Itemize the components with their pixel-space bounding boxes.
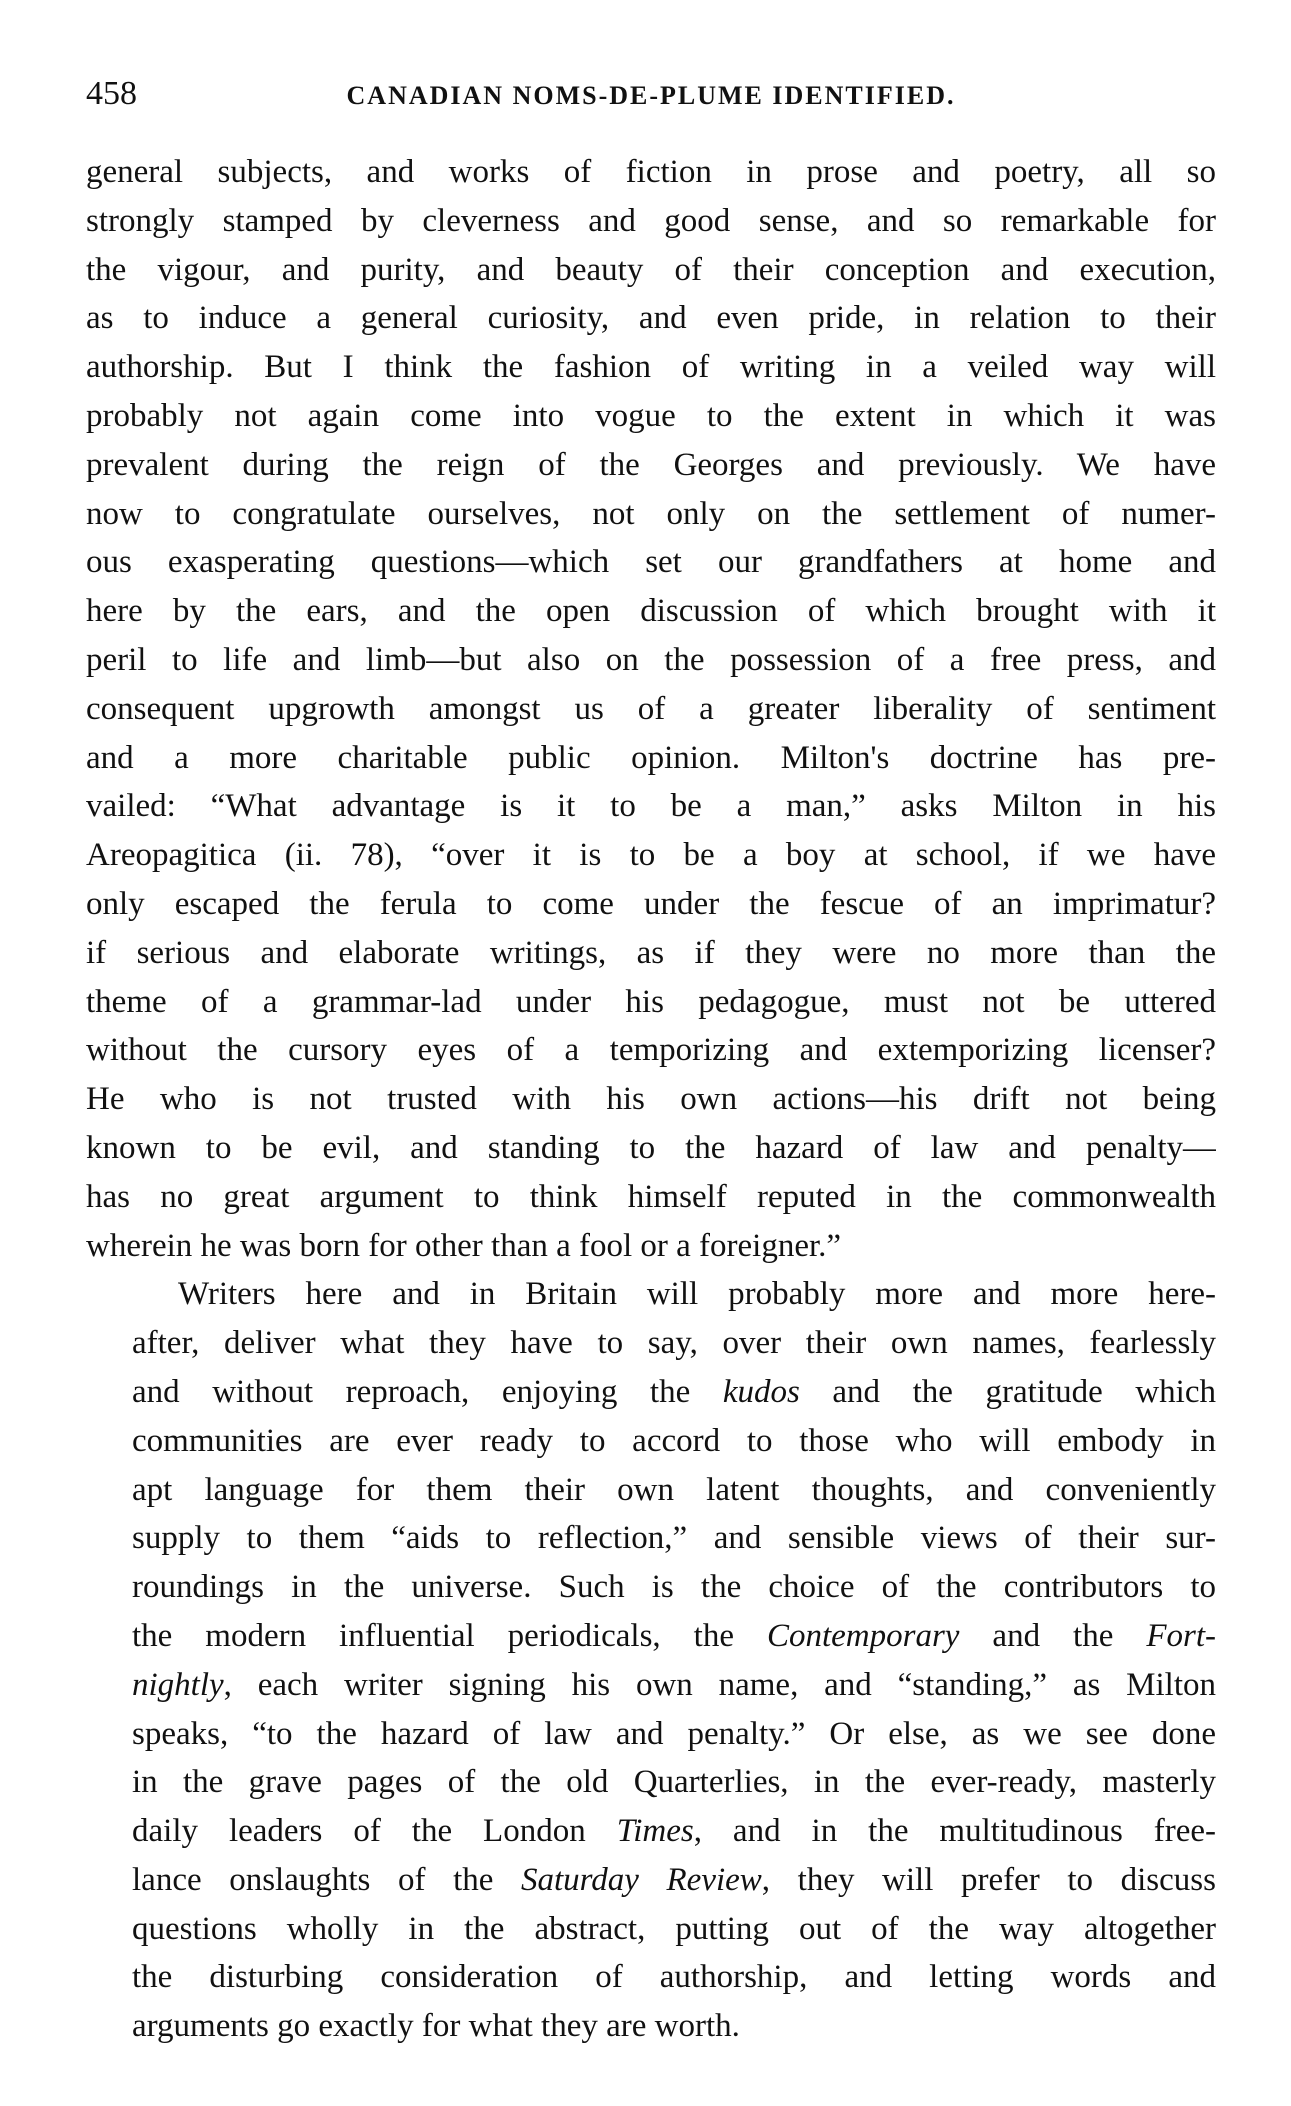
- text-line: speaks, “to the hazard of law and penalty.” Or else, as we see done: [132, 1715, 1216, 1752]
- italic-title: Saturday Review: [520, 1861, 762, 1898]
- text-line: here by the ears, and the open discussion of which brought with it: [86, 593, 1216, 630]
- text-line: in the grave pages of the old Quarterlies, in the ever-ready, masterly: [132, 1764, 1216, 1801]
- text-line: the disturbing consideration of authorship, and letting words and: [132, 1959, 1216, 1996]
- body-text: [86, 148, 1216, 2051]
- text-line: if serious and elaborate writings, as if they were no more than the: [86, 934, 1216, 971]
- text-line: arguments go exactly for what they are worth.: [132, 2008, 740, 2045]
- page-number: 458: [86, 75, 137, 112]
- text-line: roundings in the universe. Such is the choice of the contributors to: [132, 1569, 1216, 1606]
- paragraph: [86, 1270, 1216, 2051]
- text-line: as to induce a general curiosity, and even pride, in relation to their: [86, 300, 1216, 337]
- text-line: known to be evil, and standing to the hazard of law and penalty—: [86, 1129, 1216, 1166]
- text-line: without the cursory eyes of a temporizing and extemporizing licenser?: [86, 1032, 1216, 1069]
- text-line: wherein he was born for other than a fool or a foreigner.”: [86, 1227, 842, 1264]
- text-line: Writers here and in Britain will probably more and more here-: [178, 1276, 1216, 1313]
- text-line: and a more charitable public opinion. Milton's doctrine has pre-: [86, 739, 1216, 776]
- text-line: and without reproach, enjoying the kudos and the gratitude which: [132, 1373, 1216, 1410]
- italic-title: Times: [616, 1813, 694, 1850]
- text-line: peril to life and limb—but also on the possession of a free press, and: [86, 641, 1216, 678]
- text-line: ous exasperating questions—which set our grandfathers at home and: [86, 544, 1216, 581]
- text-line: supply to them “aids to reflection,” and sensible views of their sur-: [132, 1520, 1216, 1557]
- text-line: Areopagitica (ii. 78), “over it is to be a boy at school, if we have: [86, 837, 1216, 874]
- text-line: nightly, each writer signing his own name, and “standing,” as Milton: [132, 1666, 1216, 1703]
- text-line: general subjects, and works of fiction in prose and poetry, all so: [86, 154, 1216, 190]
- text-line: apt language for them their own latent thoughts, and conveniently: [132, 1471, 1216, 1508]
- text-line: communities are ever ready to accord to those who will embody in: [132, 1422, 1216, 1459]
- text-line: He who is not trusted with his own actions—his drift not being: [86, 1081, 1216, 1118]
- text-line: after, deliver what they have to say, over their own names, fearlessly: [132, 1325, 1216, 1362]
- text-line: the modern influential periodicals, the Contemporary and the Fort-: [132, 1617, 1216, 1654]
- text-line: daily leaders of the London Times, and in the multitudinous free-: [132, 1813, 1216, 1850]
- text-line: the vigour, and purity, and beauty of their conception and execution,: [86, 251, 1216, 288]
- text-line: consequent upgrowth amongst us of a greater liberality of sentiment: [86, 690, 1216, 727]
- text-line: authorship. But I think the fashion of writing in a veiled way will: [86, 349, 1216, 386]
- italic-title: Contemporary: [766, 1617, 960, 1654]
- text-line: vailed: “What advantage is it to be a man,” asks Milton in his: [86, 788, 1216, 825]
- text-line: lance onslaughts of the Saturday Review, they will prefer to discuss: [132, 1861, 1216, 1898]
- text-line: now to congratulate ourselves, not only on the settlement of numer-: [86, 495, 1216, 532]
- text-line: probably not again come into vogue to the extent in which it was: [86, 397, 1216, 434]
- text-line: questions wholly in the abstract, putting out of the way altogether: [132, 1910, 1216, 1947]
- text-line: has no great argument to think himself reputed in the commonwealth: [86, 1178, 1216, 1215]
- text-line: theme of a grammar-lad under his pedagogue, must not be uttered: [86, 983, 1216, 1020]
- text-line: prevalent during the reign of the Georges and previously. We have: [86, 446, 1216, 483]
- italic-title: nightly: [132, 1666, 224, 1703]
- paragraph: [86, 148, 1216, 1270]
- running-head: [86, 74, 1216, 114]
- running-title: CANADIAN NOMS-DE-PLUME IDENTIFIED.: [346, 81, 956, 110]
- text-line: strongly stamped by cleverness and good sense, and so remarkable for: [86, 202, 1216, 239]
- italic-title: Fort-: [1146, 1617, 1216, 1654]
- italic-title: kudos: [722, 1373, 800, 1410]
- text-line: only escaped the ferula to come under the fescue of an imprimatur?: [86, 885, 1216, 922]
